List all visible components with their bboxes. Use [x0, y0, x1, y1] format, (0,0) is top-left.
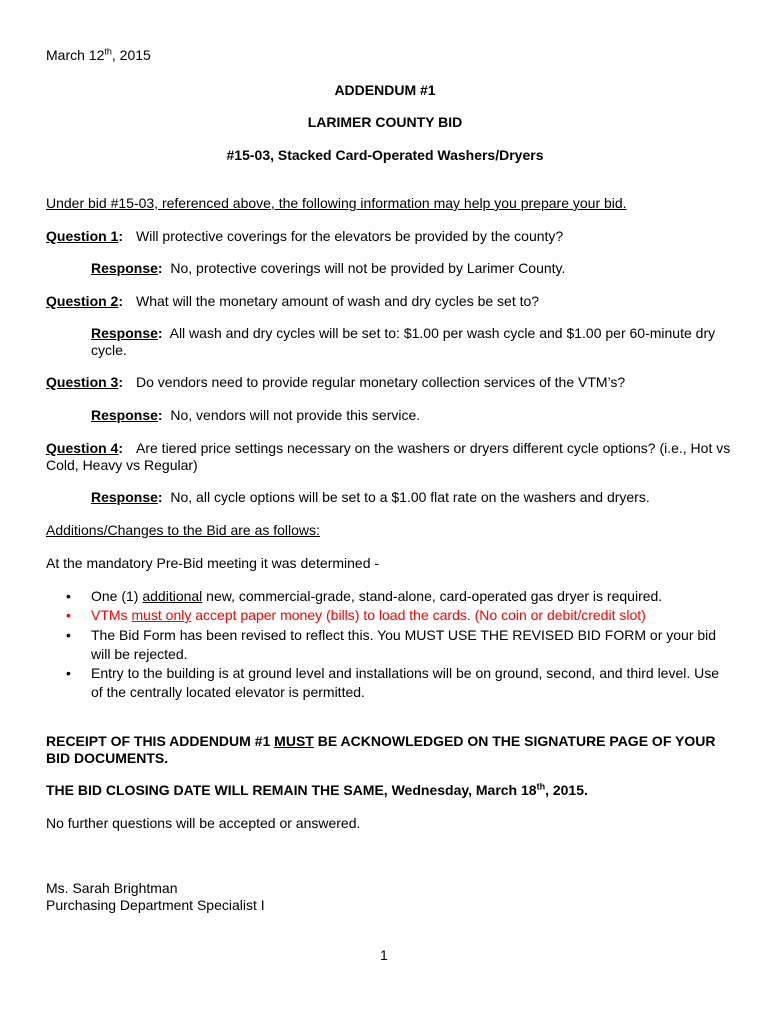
question-label: Question 3 — [46, 374, 119, 390]
bid-title: #15-03, Stacked Card-Operated Washers/Dryers — [226, 147, 544, 163]
bullet-icon: • — [66, 607, 71, 623]
bullet-text: new, commercial-grade, stand-alone, card-operated gas dryer is required. — [202, 588, 663, 604]
response-label: Response — [91, 325, 158, 341]
question-text: Will protective coverings for the elevators be provided by the county? — [136, 228, 564, 244]
bullet-text: VTMs — [91, 607, 132, 623]
response-1: Response: No, protective coverings will not be provided by Larimer County. — [91, 260, 566, 276]
bullet-text: Entry to the building is at ground level and installations will be on ground, second, and third level. Use — [91, 665, 720, 681]
response-2: Response: All wash and dry cycles will be set to: $1.00 per wash cycle and $1.00 per 60-minute dry — [91, 325, 716, 341]
page-number: 1 — [380, 947, 388, 963]
no-further-questions: No further questions will be accepted or answered. — [46, 815, 361, 831]
bullet-item-1 — [66, 587, 726, 606]
bullet-icon: • — [66, 665, 71, 681]
question-text: Are tiered price settings necessary on the washers or dryers different cycle options? (i.e., Hot vs — [136, 440, 731, 456]
response-3: Response: No, vendors will not provide this service. — [91, 407, 421, 423]
date-superscript: th — [104, 46, 112, 57]
question-label: Question 2 — [46, 293, 119, 309]
receipt-notice-continued: BID DOCUMENTS. — [46, 750, 169, 766]
date-year: , 2015 — [111, 47, 151, 63]
receipt-text: RECEIPT OF THIS ADDENDUM #1 — [46, 733, 275, 749]
response-label: Response — [91, 489, 158, 505]
bullet-text-continued: of the centrally located elevator is permitted. — [91, 684, 365, 700]
addendum-title: ADDENDUM #1 — [334, 82, 436, 98]
question-text: Do vendors need to provide regular monetary collection services of the VTM’s? — [136, 374, 626, 390]
response-text: No, all cycle options will be set to a $1.00 flat rate on the washers and dryers. — [170, 489, 650, 505]
response-label: Response — [91, 407, 158, 423]
receipt-must: MUST — [274, 733, 314, 749]
document-date — [46, 47, 151, 64]
bullet-item-4 — [66, 664, 726, 702]
response-text: No, vendors will not provide this service. — [170, 407, 421, 423]
bullet-item-3 — [66, 626, 726, 664]
question-label: Question 1 — [46, 228, 119, 244]
signature-name: Ms. Sarah Brightman — [46, 880, 178, 896]
bullet-text-continued: will be rejected. — [91, 646, 188, 662]
closing-superscript: th — [536, 781, 546, 792]
bullet-text: The Bid Form has been revised to reflect this. You MUST USE THE REVISED BID FORM or your bid — [91, 627, 717, 643]
bullet-underlined: additional — [142, 588, 203, 604]
bullet-icon: • — [66, 588, 71, 604]
bullet-text: One (1) — [91, 588, 143, 604]
question-text: What will the monetary amount of wash and dry cycles be set to? — [136, 293, 540, 309]
bullet-text: accept paper money (bills) to load the cards. (No coin or debit/credit slot) — [191, 607, 646, 623]
prebid-line: At the mandatory Pre-Bid meeting it was determined - — [46, 555, 380, 571]
signature-title: Purchasing Department Specialist I — [46, 897, 265, 913]
bullet-icon: • — [66, 627, 71, 643]
bullet-underlined: must only — [131, 607, 192, 623]
date-text: March 12 — [46, 47, 105, 63]
receipt-notice — [46, 733, 715, 750]
response-text: All wash and dry cycles will be set to: $1.00 per wash cycle and $1.00 per 60-minute dry — [169, 325, 716, 341]
question-3: Question 3: Do vendors need to provide regular monetary collection services of the VTM’s? — [46, 374, 626, 390]
question-label: Question 4 — [46, 440, 119, 456]
question-2: Question 2: What will the monetary amount of wash and dry cycles be set to? — [46, 293, 540, 309]
response-text: No, protective coverings will not be provided by Larimer County. — [170, 260, 566, 276]
question-1: Question 1: Will protective coverings for the elevators be provided by the county? — [46, 228, 564, 244]
closing-text: THE BID CLOSING DATE WILL REMAIN THE SAME, Wednesday, March 18 — [46, 782, 537, 798]
question-4: Question 4: Are tiered price settings necessary on the washers or dryers different cycle options? (i.e., Hot vs — [46, 440, 731, 456]
closing-year: , 2015. — [545, 782, 588, 798]
response-label: Response — [91, 260, 158, 276]
receipt-text: BE ACKNOWLEDGED ON THE SIGNATURE PAGE OF YOUR — [313, 733, 716, 749]
closing-date-notice — [46, 782, 588, 799]
intro-text: Under bid #15-03, referenced above, the following information may help you prepare your bid. — [46, 195, 627, 211]
response-4: Response: No, all cycle options will be set to a $1.00 flat rate on the washers and dryers. — [91, 489, 650, 505]
response-2-continued: cycle. — [91, 342, 127, 358]
additions-heading: Additions/Changes to the Bid are as follows: — [46, 522, 320, 538]
bullet-item-2 — [66, 606, 726, 625]
question-4-continued: Cold, Heavy vs Regular) — [46, 457, 198, 473]
county-bid-title: LARIMER COUNTY BID — [307, 114, 463, 130]
